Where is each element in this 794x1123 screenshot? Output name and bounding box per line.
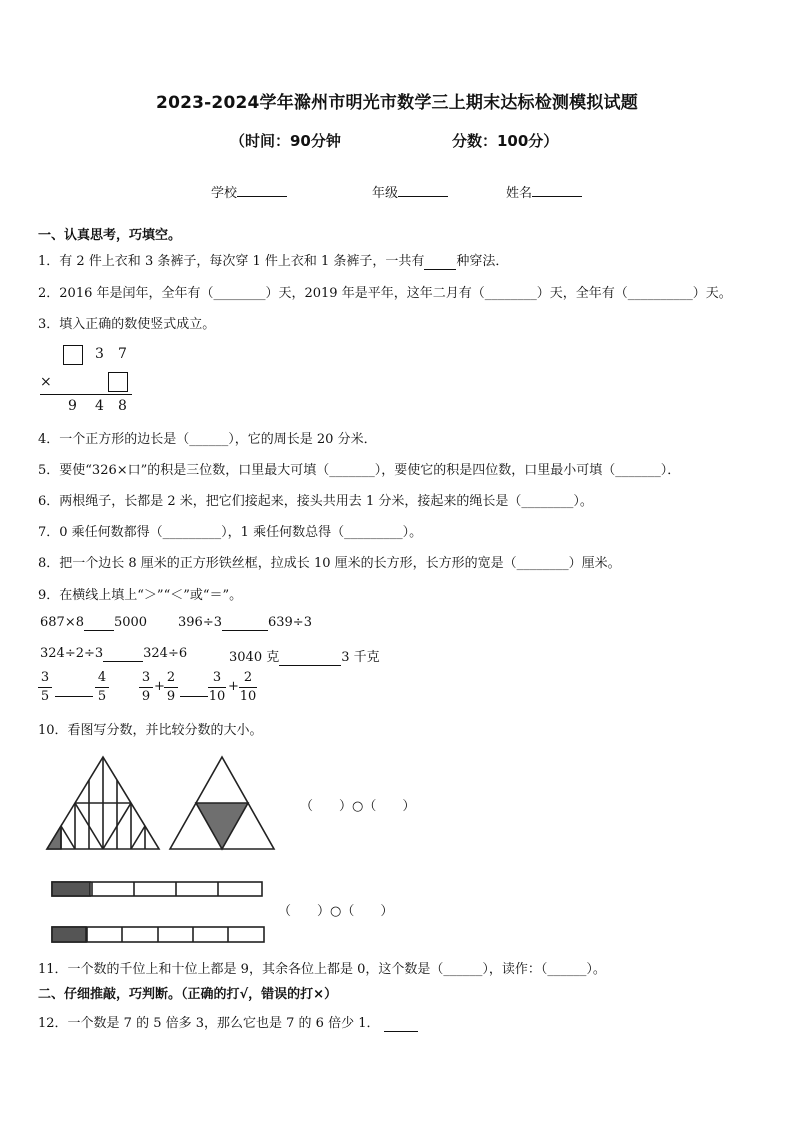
question-8: 8．把一个边长 8 厘米的正方形铁丝框，拉成长 10 厘米的长方形，长方形的宽是（________）厘米。 [38,556,621,571]
name-field [506,182,582,201]
q9-blank-4[interactable] [279,650,341,666]
question-10: 10．看图写分数，并比较分数的大小。 [38,723,263,738]
q9-row1-item1 [40,615,147,631]
question-1-end: 种穿法． [456,254,509,269]
frac-denominator: 10 [239,689,257,704]
q9-blank-5[interactable] [55,696,93,697]
q10-triangle-figures [40,754,290,854]
q9-frac-4-5 [95,670,109,705]
question-1 [38,250,508,270]
question-1-blank[interactable] [424,254,456,270]
q9-expr-3040g: 3040 克 [229,650,280,665]
q9-plus-2: + [228,679,239,694]
q10-compare-1[interactable]: （ ）○（ ） [300,799,416,814]
school-field [211,182,287,201]
q9-expr-687x8: 687×8 [40,615,84,630]
question-7: 7．0 乘任何数都得（_________），1 乘任何数总得（_________）。 [38,525,423,540]
name-label: 姓名 [506,186,533,201]
frac-numerator: 4 [97,670,107,685]
question-6: 6．两根绳子，长都是 2 米，把它们接起来，接头共用去 1 分米，接起来的绳长是（________）。 [38,494,593,509]
frac-denominator: 9 [141,689,151,704]
grade-label: 年级 [372,186,399,201]
question-4: 4．一个正方形的边长是（______），它的周长是 20 分米． [38,432,377,447]
triangle-left [47,757,159,849]
q9-expr-5000: 5000 [113,615,148,630]
frac-numerator: 2 [166,670,176,685]
frac-denominator: 9 [166,689,176,704]
frac-denominator: 5 [40,689,50,704]
question-5: 5．要使“326×口”的积是三位数，口里最大可填（_______），要使它的积是四位数，口里最小可填（_______）． [38,463,681,478]
triangle-left-shaded-piece [47,826,61,849]
question-12-blank[interactable] [384,1016,418,1032]
q9-frac-2-9 [164,670,178,705]
question-2: 2．2016 年是闰年，全年有（________）天，2019 年是平年，这年二月有（________）天，全年有（__________）天。 [38,286,732,301]
q9-row2-item1 [40,646,187,662]
q3-digit-7: 7 [118,346,127,362]
q9-expr-3kg: 3 千克 [341,650,380,665]
q10-bar-figures [50,878,270,948]
question-11: 11．一个数的千位上和十位上都是 9，其余各位上都是 0，这个数是（______），读作：（______）。 [38,962,606,977]
q3-times: × [40,374,52,390]
name-blank[interactable] [532,184,582,197]
frac-numerator: 3 [141,670,151,685]
q3-result-8: 8 [118,398,127,414]
exam-title: 2023-2024学年滁州市明光市数学三上期末达标检测模拟试题 [156,93,638,113]
q9-blank-6[interactable] [180,696,208,697]
question-9: 9．在横线上填上“＞”“＜”或“＝”。 [38,588,243,603]
frac-denominator: 5 [97,689,107,704]
q9-expr-324div2div3: 324÷2÷3 [40,646,104,661]
q9-blank-2[interactable] [222,615,268,631]
q9-expr-639div3: 639÷3 [267,615,312,630]
bar-top [52,882,262,896]
q9-row2-item2 [229,646,380,666]
q9-blank-3[interactable] [103,646,143,662]
question-1-text: 1．有 2 件上衣和 3 条裤子，每次穿 1 件上衣和 1 条裤子，一共有 [38,254,425,269]
q9-plus-1: + [154,679,165,694]
exam-score: 分数：100分） [452,132,559,150]
question-3: 3．填入正确的数使竖式成立。 [38,317,216,332]
q9-blank-1[interactable] [84,615,114,631]
frac-numerator: 3 [212,670,222,685]
school-label: 学校 [211,186,238,201]
q9-row1-item2 [178,615,312,631]
q3-box-bottom[interactable] [108,372,128,392]
q9-frac-3-9 [139,670,153,705]
q3-digit-3: 3 [95,346,104,362]
section-2-heading: 二、仔细推敲，巧判断。（正确的打√，错误的打×） [38,987,338,1002]
q9-frac-3-5 [38,670,52,705]
exam-time: （时间：90分钟 [230,132,341,150]
section-1-heading: 一、认真思考，巧填空。 [38,228,182,243]
grade-field [372,182,448,201]
bar-bottom [52,927,264,942]
frac-numerator: 2 [243,670,253,685]
triangle-right-shaded-piece [196,803,248,849]
grade-blank[interactable] [398,184,448,197]
q9-expr-324div6: 324÷6 [143,646,188,661]
q3-result-9: 9 [68,398,77,414]
q3-rule [40,394,132,395]
frac-denominator: 10 [208,689,226,704]
q9-frac-3-10 [208,670,226,705]
triangle-right [170,757,274,849]
q3-result-4: 4 [95,398,104,414]
q3-box-top[interactable] [63,345,83,365]
school-blank[interactable] [237,184,287,197]
frac-numerator: 3 [40,670,50,685]
q9-frac-2-10 [239,670,257,705]
q10-compare-2[interactable]: （ ）○（ ） [278,904,394,919]
question-12 [38,1012,418,1032]
question-12-text: 12．一个数是 7 的 5 倍多 3，那么它也是 7 的 6 倍少 1． [38,1016,380,1031]
q9-expr-396div3: 396÷3 [178,615,222,630]
